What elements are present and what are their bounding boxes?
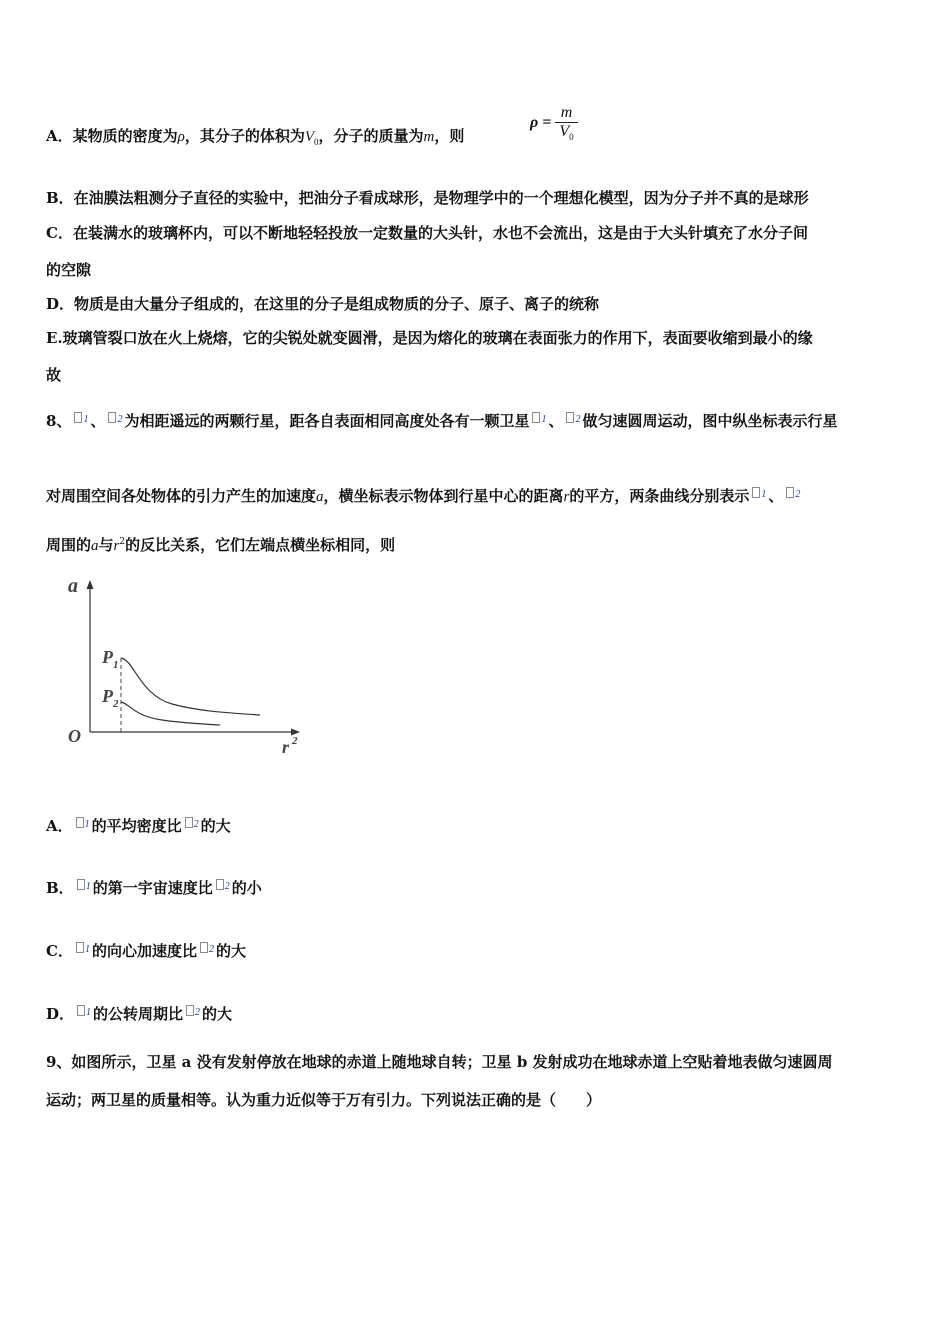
q8-line2	[46, 485, 802, 506]
separator-2: 、	[548, 412, 564, 430]
m-symbol: m	[423, 129, 435, 145]
v0-symbol	[305, 129, 319, 145]
x-axis-sup: 2	[292, 735, 298, 747]
rho-symbol: ρ	[177, 129, 185, 145]
option-text: 的向心加速度比	[91, 942, 197, 960]
p1-sub: 1	[113, 659, 119, 671]
option-text: 的公转周期比	[93, 1005, 184, 1023]
formula-lhs: ρ =	[530, 114, 552, 132]
separator: 、	[90, 412, 106, 430]
option-c-q7-line1: C．在装满水的玻璃杯内，可以不断地轻轻投放一定数量的大头针，水也不会流出，这是由于大头针填充了水分子间	[46, 224, 808, 242]
y-axis-label: a	[68, 575, 78, 597]
satellite-s1-image-icon	[76, 942, 84, 953]
v-letter: V	[304, 129, 315, 145]
option-tail: 的大	[202, 1005, 233, 1023]
satellite-s2-image-icon	[566, 412, 574, 423]
r-squared: 2	[119, 537, 126, 547]
satellite-s1-image-icon	[77, 1005, 85, 1016]
satellite-s2-image-icon	[186, 1005, 194, 1016]
p1-subscript: 1	[84, 819, 90, 830]
q9-line1: 9、如图所示，卫星 a 没有发射停放在地球的赤道上随地球自转；卫星 b 发射成功在地球赤道上空贴着地表做匀速圆周	[46, 1053, 833, 1071]
s2-subscript: 2	[208, 944, 214, 955]
planet-p2-image-icon	[185, 817, 193, 828]
origin-label: O	[68, 726, 81, 746]
formula-fraction	[555, 104, 577, 142]
option-a-q7	[46, 125, 464, 147]
option-a-text-4: ，则	[434, 127, 465, 145]
satellite-s1-image-icon	[532, 412, 540, 423]
option-letter: C．	[46, 942, 73, 960]
p1-label: P	[102, 647, 113, 667]
planet-p2-image-icon-2	[786, 487, 794, 498]
formula-v: V	[559, 123, 570, 140]
planet-p2-image-icon	[216, 879, 224, 890]
option-b-q7: B．在油膜法粗测分子直径的实验中，把油分子看成球形，是物理学中的一个理想化模型，因为分子并不真的是球形	[46, 189, 809, 207]
q8-text-7: 与	[98, 536, 114, 554]
option-a-text-2: ，其分子的体积为	[184, 127, 305, 145]
q8-text-6: 周围的	[46, 536, 92, 554]
option-tail: 的小	[231, 879, 262, 897]
q8-option-d[interactable]	[46, 1003, 232, 1024]
p2-label: P	[102, 686, 113, 706]
y-axis-arrow	[87, 580, 94, 589]
option-e-q7-line1: E.玻璃管裂口放在火上烧熔，它的尖锐处就变圆滑，是因为熔化的玻璃在表面张力的作用下，表面要收缩到最小的缘	[46, 329, 813, 347]
q8-text-1: 为相距遥远的两颗行星，距各自表面相同高度处各有一颗卫星	[124, 412, 530, 430]
q9-line2: 运动；两卫星的质量相等。认为重力近似等于万有引力。下列说法正确的是（ ）	[46, 1091, 602, 1109]
option-text: 的第一宇宙速度比	[92, 879, 213, 897]
density-formula	[530, 104, 578, 142]
planet-p1-image-icon-2	[752, 487, 760, 498]
planet-p1-image-icon	[76, 817, 84, 828]
q8-line3	[46, 534, 395, 555]
option-tail: 的大	[200, 817, 231, 835]
a-symbol: a	[316, 489, 324, 505]
option-letter: A．	[46, 817, 73, 835]
q8-option-b[interactable]	[46, 877, 262, 898]
formula-v-sub: 0	[569, 132, 574, 143]
planet-p1-image-icon	[74, 412, 82, 423]
s2-subscript: 2	[575, 414, 581, 425]
q8-option-c[interactable]	[46, 940, 246, 961]
x-axis-label: r	[282, 737, 290, 755]
option-letter: B．	[46, 879, 74, 897]
p2-subscript: 2	[193, 819, 199, 830]
option-c-q7-line2: 的空隙	[46, 261, 92, 279]
q8-line1	[46, 410, 838, 431]
p2-sub: 2	[113, 698, 119, 710]
planet-p2-image-icon	[108, 412, 116, 423]
p2-subscript: 2	[117, 414, 123, 425]
option-a-text-3: ，分子的质量为	[318, 127, 424, 145]
option-a-text: A．某物质的密度为	[46, 127, 178, 145]
separator-3: 、	[768, 487, 784, 505]
q8-option-a[interactable]	[46, 815, 231, 836]
p2-subscript-2: 2	[795, 489, 801, 500]
r-symbol: r	[563, 489, 570, 505]
q8-text-5: 的平方，两条曲线分别表示	[569, 487, 750, 505]
s2-subscript: 2	[195, 1007, 201, 1018]
r-symbol-2: r	[113, 538, 120, 554]
option-d-q7: D．物质是由大量分子组成的，在这里的分子是组成物质的分子、原子、离子的统称	[46, 295, 600, 313]
s1-subscript: 1	[541, 414, 547, 425]
option-e-q7-line2: 故	[46, 366, 62, 384]
option-letter: D．	[46, 1005, 75, 1023]
option-text: 的平均密度比	[91, 817, 182, 835]
p1-subscript-2: 1	[761, 489, 767, 500]
p1-subscript: 1	[83, 414, 89, 425]
q8-text-8: 的反比关系，它们左端点横坐标相同，则	[125, 536, 396, 554]
q8-text-4: ，横坐标表示物体到行星中心的距离	[323, 487, 564, 505]
option-tail: 的大	[215, 942, 246, 960]
s1-subscript: 1	[86, 1007, 92, 1018]
satellite-s2-image-icon	[200, 942, 208, 953]
q8-number: 8、	[46, 412, 72, 430]
p2-subscript: 2	[224, 881, 230, 892]
formula-numerator: m	[560, 104, 573, 121]
formula-denominator	[555, 122, 577, 142]
s1-subscript: 1	[84, 944, 90, 955]
curve-p1	[121, 658, 260, 715]
a-symbol-2: a	[91, 538, 99, 554]
v-subscript: 0	[314, 137, 319, 147]
planet-p1-image-icon	[77, 879, 85, 890]
p1-subscript: 1	[85, 881, 91, 892]
acceleration-graph	[62, 570, 312, 755]
q8-text-2: 做匀速圆周运动，图中纵坐标表示行星	[582, 412, 838, 430]
curve-p2	[121, 702, 220, 725]
q8-text-3: 对周围空间各处物体的引力产生的加速度	[46, 487, 317, 505]
